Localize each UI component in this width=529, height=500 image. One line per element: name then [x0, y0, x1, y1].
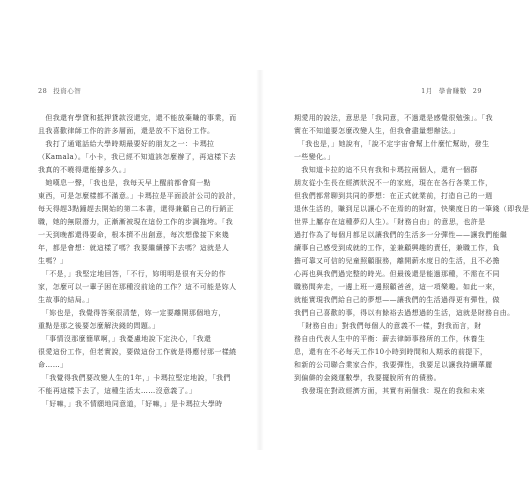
- text-line: 「財務自由」對我們每個人的意義不一樣，對我而言，財: [294, 322, 482, 330]
- text-line: 期愛用的說法，意思是「我同意，不過還是感覺很勉強」。「我: [294, 114, 493, 122]
- right-page-number: 29: [472, 87, 482, 95]
- text-line: 我真的不曉得還能撐多久。」: [38, 166, 131, 174]
- text-line: 務自由代表人生中的平衡：薪去律師事務所的工作，休養生: [294, 335, 486, 343]
- text-line: 一些變化。」: [294, 153, 335, 161]
- text-line: 很愛這份工作，但老實說，要做這份工作就是得應付那一樣繞: [38, 348, 237, 356]
- right-running-title: 學會賺數: [438, 87, 467, 95]
- text-line: 我們自己喜歡的事，得以有餘裕去過想過的生活，這就是財務自由。: [294, 309, 515, 317]
- text-line: 重點是那之後要怎麼解決錢的問題。」: [38, 322, 160, 330]
- text-line: 且我喜歡律師工作的許多層面，還是放不下這份工作。: [38, 127, 215, 135]
- right-page-header: [421, 86, 482, 95]
- text-line: 過打作為了每個月都足以讓我們的生活多一分彈性——讓我們能繼: [294, 231, 508, 239]
- text-line: 但我還有學貸和抵押貸款沒還完，還不能放棄賺的事業，而: [38, 114, 237, 122]
- left-page-body: [38, 112, 241, 411]
- text-line: 「事情沒那麼簡單啊，」我憂慮地說下定決心，「我還: [38, 335, 212, 343]
- text-line: 一天到晚都還得要命，根本擠不出創意，每次想像接下來幾: [38, 231, 230, 239]
- right-page: [262, 0, 529, 500]
- text-line: 「我也是，」她說有，「說不定宇宙會幫上什麼忙幫助，發生: [294, 140, 490, 148]
- text-line: 「不是，」我堅定地回答，「不行，妳明明是很有天分的作: [38, 270, 226, 278]
- text-line: 息，還有在不必每天工作10小時到時間和人期承的前提下，: [294, 348, 488, 356]
- text-line: 命……」: [38, 361, 68, 369]
- text-line: 世界上屬存在這種夢幻人生）。「財務自由」的意思，也許是: [294, 218, 486, 226]
- text-line: 生故事的結局。」: [38, 296, 94, 304]
- text-line: 和新的公司聯合業家合作，我要彈性，我要足以讓我持續華麗: [294, 361, 493, 369]
- text-line: 就能實現我們給自己的夢想——讓我們的生活過得更有彈性，做: [294, 296, 500, 304]
- text-line: 她嘆息一聲，「我也是，我每天早上醒前都會寫一點: [38, 179, 211, 187]
- text-line: 家，怎麼可以一輩子困在那種沒前途的工作？這不可能是妳人: [38, 283, 237, 291]
- left-page-header: [38, 86, 81, 95]
- text-line: 不能再這樣下去了，這種生活太……沒意義了。」: [38, 387, 197, 395]
- text-line: 「我覺得我們要改變人生的1年，」卡瑪拉堅定地說，「我們: [38, 374, 231, 382]
- text-line: 朋友從小生長在經濟狀況不一的家庭，現在在各行各業工作，: [294, 179, 493, 187]
- text-line: 職務間奔走，一邊上班一邊照顧爸爸，這一項樂趣。如此一來，: [294, 283, 500, 291]
- text-line: 心再也與我們過完整的時光。但最後還是能過那種，不需在不同: [294, 270, 500, 278]
- text-line: 擔可靠又可信的兒童照顧服務，離開薪水度日的生活，且不必擔: [294, 257, 500, 265]
- right-chapter-label: 1月: [421, 87, 433, 95]
- left-page-number: 28: [38, 87, 48, 95]
- text-line: 實在不知道要怎麼改變人生，但我會盡量想辦法。」: [294, 127, 460, 135]
- text-line: （Kamala）。「小卡，我已經不知道該怎麼辦了，再這樣下去: [38, 153, 237, 161]
- text-line: 每天得趕3點鐘趕去開始的第二本書，還得兼顧自己的行銷正: [38, 205, 234, 213]
- text-line: 東西，可是怎麼樣都不滿意。」卡瑪拉是平面設計公司的設計，: [38, 192, 241, 200]
- left-page: [0, 0, 260, 500]
- text-line: 職，她的無限潛力，正漸漸被現在這份工作的步調拖垮。「我: [38, 218, 233, 226]
- text-line: 我發現在對政經濟方面，其實有兩個我：現在的我和未來: [294, 387, 486, 395]
- text-line: 退休生活的，賺到足以讓心不在焉的的財富，快樂度日的一筆錢（即我是: [294, 205, 529, 213]
- text-line: 「好嘛，」我不情願地同意道，「好嘛，」是卡瑪拉大學時: [38, 400, 223, 408]
- text-line: 到偏僻的金錢運數學，我要擺脫所有的債務。: [294, 374, 441, 382]
- right-page-body: [294, 112, 529, 398]
- text-line: 我打了通電話給大學時期最要好的朋友之一：卡瑪拉: [38, 140, 215, 148]
- text-line: 生嗎？」: [38, 257, 68, 265]
- text-line: 但我們都常聊到共同的夢想：在正式就業前，打造自己的一週: [294, 192, 493, 200]
- left-running-title: 投資心智: [53, 87, 82, 95]
- text-line: 續事自己感受到成就的工作，並兼顧興趣的責任，兼職工作，負: [294, 244, 500, 252]
- text-line: 我知道卡拉的這不只有我和卡瑪拉兩個人，還有一個群: [294, 166, 478, 174]
- text-line: 年，都是會想：就這樣了嗎？我要繼續撐下去嗎？這就是人: [38, 244, 230, 252]
- text-line: 「妳也是，我覺得答案很清楚，妳一定要離開那個地方，: [38, 309, 226, 317]
